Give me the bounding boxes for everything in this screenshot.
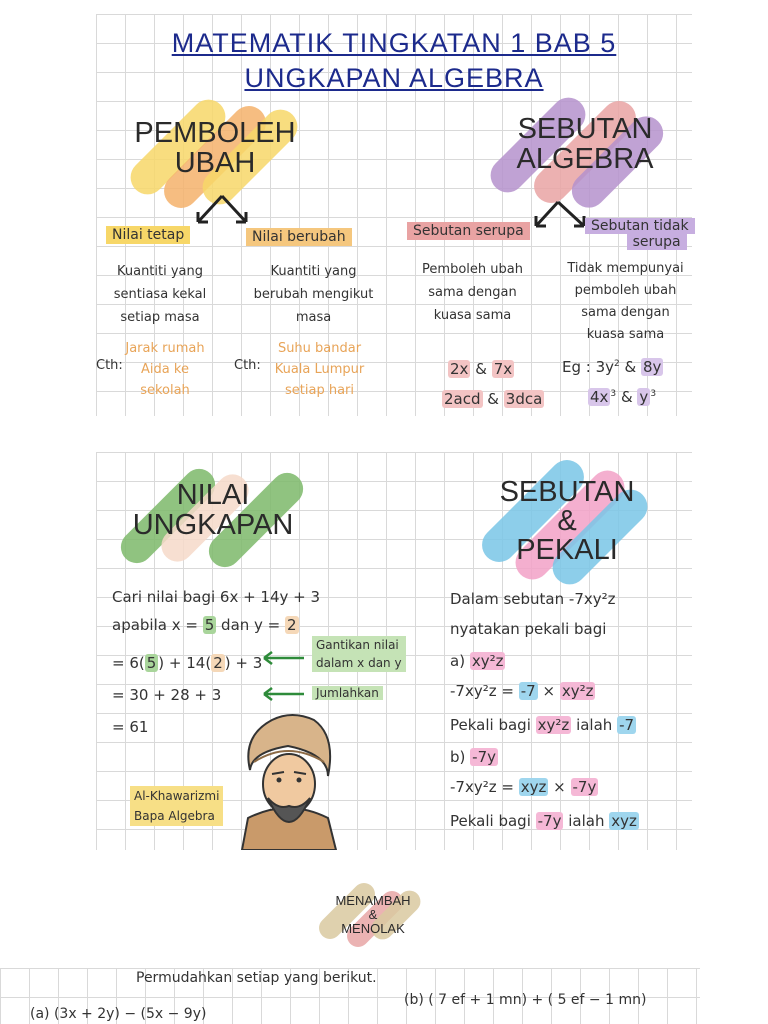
sebutan-serupa-label: Sebutan serupa — [407, 222, 530, 240]
note-gantikan: Gantikan nilai dalam x dan y — [312, 636, 406, 672]
nilai-tetap-label: Nilai tetap — [106, 226, 190, 244]
page-title: MATEMATIK TINGKATAN 1 BAB 5 UNGKAPAN ALGEBRA — [171, 28, 617, 93]
sebutan-tidak-serupa-label: Sebutan tidak serupa — [585, 218, 695, 250]
portrait-caption: Al-Khawarizmi Bapa Algebra — [130, 786, 223, 826]
sebutan-algebra-heading: SEBUTAN ALGEBRA — [516, 113, 654, 176]
branch-arrows-left — [190, 192, 254, 228]
question-a: (a) (3x + 2y) − (5x − 9y) — [30, 1006, 207, 1022]
menambah-menolak-heading: MENAMBAH & MENOLAK — [335, 893, 411, 936]
sebutan-serupa-desc: Pemboleh ubah sama dengan kuasa sama — [422, 262, 523, 323]
pekali-a-answer: Pekali bagi xy²z ialah -7 — [450, 716, 635, 734]
pekali-a-eq: -7xy²z = -7 × xy²z — [450, 682, 594, 700]
pekali-b: b) -7y — [450, 748, 496, 766]
pekali-a: a) xy²z — [450, 652, 504, 670]
arrow-left-icon — [258, 650, 306, 666]
sebutan-pekali-heading: SEBUTAN & PEKALI — [499, 476, 635, 566]
sebutan-serupa-example-1: 2x & 7x — [450, 360, 513, 378]
question-line-2: apabila x = 5 dan y = 2 — [112, 616, 297, 634]
question-line-1: Cari nilai bagi 6x + 14y + 3 — [112, 588, 321, 606]
nilai-tetap-desc: Kuantiti yang sentiasa kekal setiap masa — [113, 264, 207, 325]
instruction: Permudahkan setiap yang berikut. — [136, 970, 377, 986]
step-3: = 61 — [112, 718, 149, 736]
arrow-left-icon — [258, 686, 306, 702]
nilai-berubah-label: Nilai berubah — [246, 228, 352, 246]
sebutan-tidak-serupa-example-1: Eg : $3y^2$ & 8y — [562, 358, 662, 376]
sebutan-tidak-serupa-desc: Tidak mempunyai pemboleh ubah sama dengan kuasa sama — [567, 261, 684, 342]
question-b: (b) ( 7 ef + 1 mn) + ( 5 ef − 1 mn) — [404, 992, 647, 1008]
pekali-b-answer: Pekali bagi -7y ialah xyz — [450, 812, 637, 830]
pekali-line-1: Dalam sebutan -7xy²z — [450, 590, 616, 608]
sebutan-tidak-serupa-example-2: 4x $^3$ & y $^3$ — [590, 388, 657, 406]
nilai-tetap-cth: Cth: — [96, 358, 123, 373]
pekali-line-2: nyatakan pekali bagi — [450, 620, 607, 638]
nilai-tetap-example: Jarak rumah Aida ke sekolah — [125, 341, 205, 398]
al-khawarizmi-portrait — [232, 706, 344, 850]
pemboleh-ubah-heading: PEMBOLEH UBAH — [134, 117, 296, 180]
note-jumlahkan: Jumlahkan — [312, 686, 383, 700]
step-2: = 30 + 28 + 3 — [112, 686, 222, 704]
step-1: = 6( 5 ) + 14( 2 ) + 3 — [112, 654, 263, 672]
nilai-ungkapan-heading: NILAI UNGKAPAN — [132, 479, 294, 542]
nilai-berubah-cth: Cth: — [234, 358, 261, 373]
pekali-b-eq: -7xy²z = xyz × -7y — [450, 778, 597, 796]
sebutan-serupa-example-2: 2acd & 3dca — [444, 390, 543, 408]
nilai-berubah-desc: Kuantiti yang berubah mengikut masa — [253, 264, 374, 325]
nilai-berubah-example: Suhu bandar Kuala Lumpur setiap hari — [274, 341, 365, 398]
